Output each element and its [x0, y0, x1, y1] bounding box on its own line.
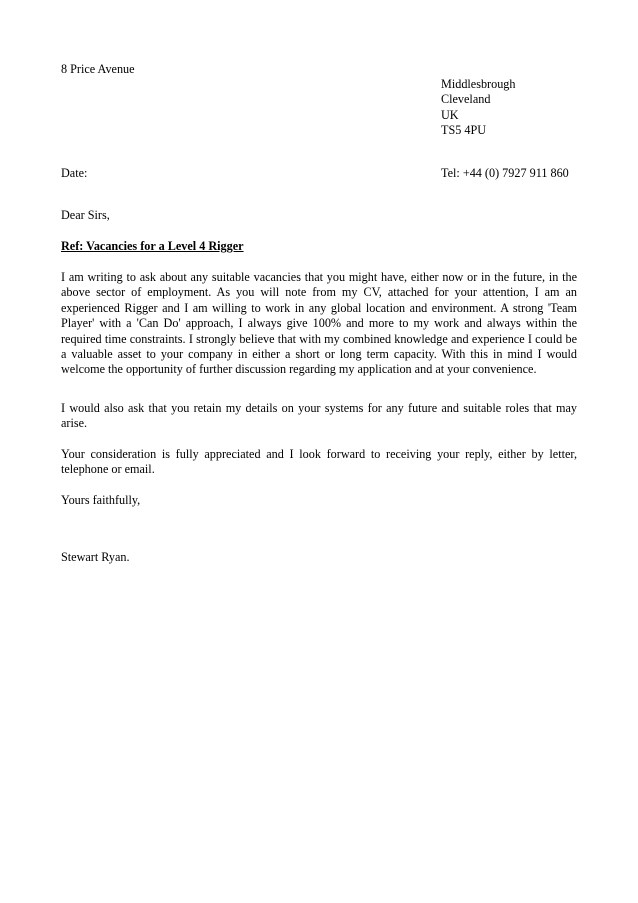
body-paragraph-retain: I would also ask that you retain my details on your systems for any future and suitable roles that may arise. [61, 401, 577, 431]
body-paragraph-thanks: Your consideration is fully appreciated and I look forward to receiving your reply, either by letter, telephone or email. [61, 447, 577, 477]
address-country: UK [441, 107, 459, 122]
sender-address-block [441, 77, 515, 139]
salutation: Dear Sirs, [61, 208, 110, 222]
closing: Yours faithfully, [61, 493, 141, 507]
date-label: Date: [61, 166, 88, 180]
body-paragraph-intro: I am writing to ask about any suitable vacancies that you might have, either now or in the future, in the above sector of employment. As you will note from my CV, attached for your attention, I am an experienced Rigger and I am willing to work in any global location and environment. A strong 'Team Player' with a 'Can Do' approach, I always give 100% and more to my work and always within the required time constraints. I strongly believe that with my combined knowledge and experience I could be a valuable asset to your company in either a short or long term capacity. With this in mind I would welcome the opportunity of further discussion regarding my application and at your convenience. [61, 270, 577, 377]
reference-line: Ref: Vacancies for a Level 4 Rigger [61, 239, 244, 253]
telephone-number: Tel: +44 (0) 7927 911 860 [441, 166, 569, 180]
address-city: Middlesbrough [441, 77, 516, 91]
address-county: Cleveland [441, 92, 491, 107]
address-postcode: TS5 4PU [441, 123, 487, 138]
signature-name: Stewart Ryan. [61, 550, 130, 564]
sender-street: 8 Price Avenue [61, 62, 135, 76]
